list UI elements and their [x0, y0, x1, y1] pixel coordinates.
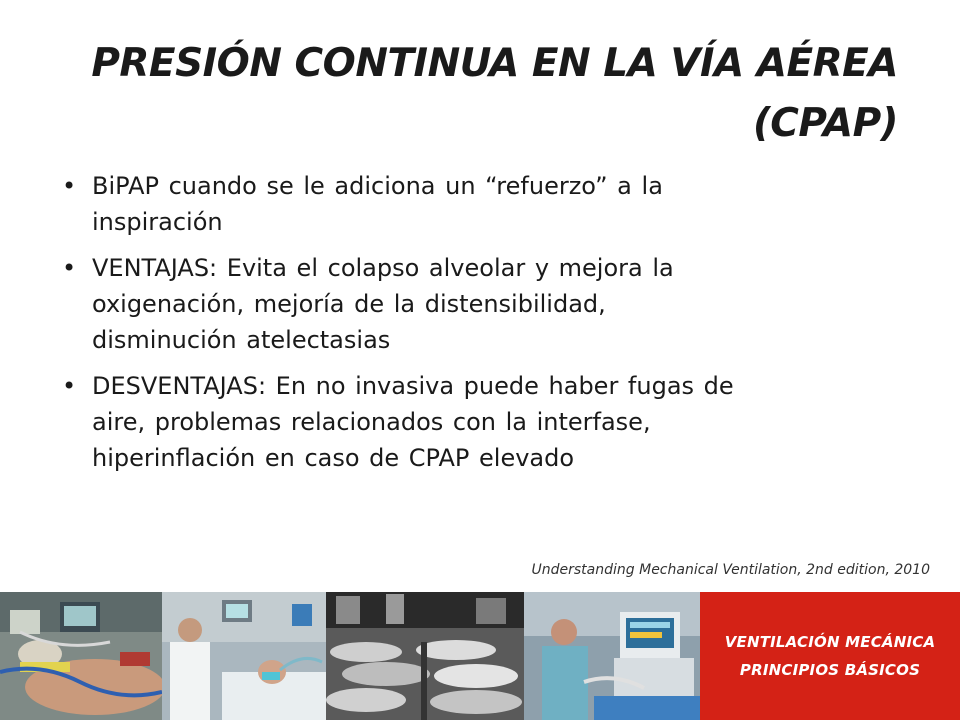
bullet-text-line: DESVENTAJAS: En no invasiva puede haber fugas de: [92, 372, 734, 400]
bullet-text-line: hiperinflación en caso de CPAP elevado: [92, 444, 575, 472]
bullet-text-line: BiPAP cuando se le adiciona un “refuerzo” a la: [92, 172, 663, 200]
reference-citation: Understanding Mechanical Ventilation, 2nd edition, 2010: [531, 562, 930, 578]
slide-title-line-1: PRESIÓN CONTINUA EN LA VÍA AÉREA: [91, 41, 898, 86]
bullet-item-ventajas: [60, 250, 910, 358]
footer-brand-line-2: PRINCIPIOS BÁSICOS: [739, 661, 921, 679]
bullet-text-line: inspiración: [92, 208, 223, 236]
bullet-text-line: VENTAJAS: Evita el colapso alveolar y mejora la: [92, 254, 674, 282]
bullet-dot-icon: •: [62, 372, 77, 400]
iron-lung-ward-photo: [326, 592, 524, 720]
bullet-dot-icon: •: [62, 254, 77, 282]
ventilator-clinician-photo: [524, 592, 700, 720]
nurse-mask-photo: [162, 592, 326, 720]
footer-brand: [700, 592, 960, 720]
slide-title-line-2: (CPAP): [752, 101, 898, 146]
bullet-text-line: aire, problemas relacionados con la interfase,: [92, 408, 651, 436]
bullet-item-desventajas: [60, 368, 910, 476]
bullet-item-bipap: [60, 168, 910, 240]
bullet-text-line: oxigenación, mejoría de la distensibilidad,: [92, 290, 606, 318]
bullet-dot-icon: •: [62, 172, 77, 200]
slide-title: [58, 34, 898, 154]
bullet-list: [60, 168, 910, 486]
bullet-text-line: disminución atelectasias: [92, 326, 391, 354]
footer-brand-line-1: VENTILACIÓN MECÁNICA: [724, 633, 936, 651]
icu-patient-photo: [0, 592, 162, 720]
